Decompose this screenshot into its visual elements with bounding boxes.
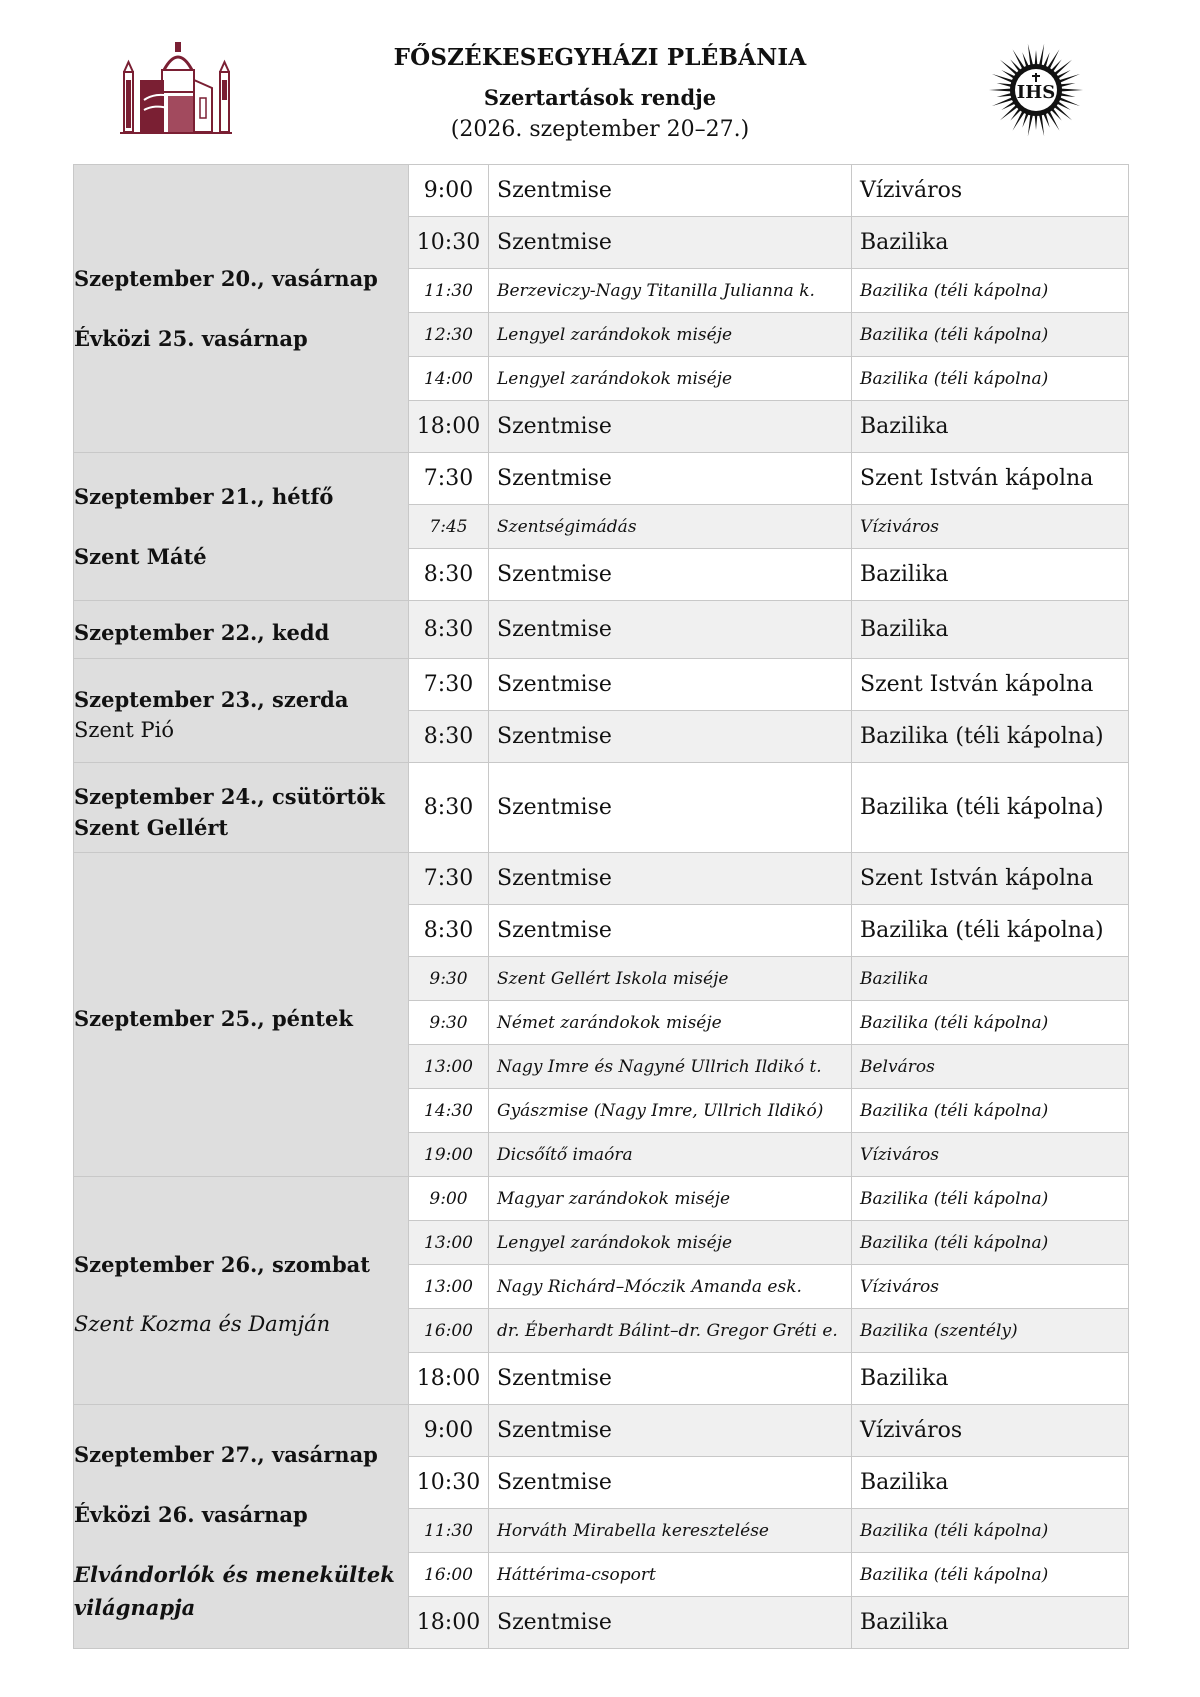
place-cell: Bazilika <box>852 549 1129 601</box>
place-cell: Bazilika (téli kápolna) <box>852 1177 1129 1221</box>
time-cell: 7:30 <box>409 453 489 505</box>
place-cell: Víziváros <box>852 1405 1129 1457</box>
time-cell: 18:00 <box>409 1353 489 1405</box>
event-cell: Horváth Mirabella keresztelése <box>489 1509 852 1553</box>
day-cell <box>74 453 409 601</box>
place-cell: Bazilika (téli kápolna) <box>852 1089 1129 1133</box>
place-cell: Belváros <box>852 1045 1129 1089</box>
event-cell: Szentmise <box>489 853 852 905</box>
time-cell: 8:30 <box>409 711 489 763</box>
page-header <box>0 0 1200 160</box>
ihs-sun-emblem-icon <box>988 42 1084 138</box>
place-cell: Bazilika <box>852 1597 1129 1649</box>
place-cell: Bazilika (téli kápolna) <box>852 357 1129 401</box>
time-cell: 18:00 <box>409 401 489 453</box>
page-title: FŐSZÉKESEGYHÁZI PLÉBÁNIA <box>393 44 807 71</box>
event-cell: Lengyel zarándokok miséje <box>489 1221 852 1265</box>
day-title: Szeptember 26., szombat <box>74 1252 370 1277</box>
event-cell: Szentmise <box>489 1353 852 1405</box>
place-cell: Bazilika (téli kápolna) <box>852 1509 1129 1553</box>
table-row <box>74 659 1129 711</box>
table-row <box>74 1405 1129 1457</box>
table-row <box>74 453 1129 505</box>
time-cell: 13:00 <box>409 1221 489 1265</box>
place-cell: Víziváros <box>852 1265 1129 1309</box>
event-cell: Szentmise <box>489 1597 852 1649</box>
place-cell: Bazilika (téli kápolna) <box>852 1001 1129 1045</box>
time-cell: 13:00 <box>409 1265 489 1309</box>
time-cell: 9:00 <box>409 1405 489 1457</box>
time-cell: 16:00 <box>409 1553 489 1597</box>
event-cell: Szentmise <box>489 401 852 453</box>
event-cell: Magyar zarándokok miséje <box>489 1177 852 1221</box>
event-cell: Szentmise <box>489 1457 852 1509</box>
event-cell: Szent Gellért Iskola miséje <box>489 957 852 1001</box>
table-row <box>74 165 1129 217</box>
time-cell: 16:00 <box>409 1309 489 1353</box>
event-cell: Német zarándokok miséje <box>489 1001 852 1045</box>
time-cell: 7:30 <box>409 853 489 905</box>
place-cell: Bazilika <box>852 601 1129 659</box>
day-title: Szeptember 25., péntek <box>74 1006 353 1031</box>
event-cell: Szentmise <box>489 453 852 505</box>
event-cell: Szentségimádás <box>489 505 852 549</box>
place-cell: Szent István kápolna <box>852 659 1129 711</box>
event-cell: Nagy Richárd–Móczik Amanda esk. <box>489 1265 852 1309</box>
place-cell: Víziváros <box>852 505 1129 549</box>
place-cell: Bazilika <box>852 1457 1129 1509</box>
event-cell: Szentmise <box>489 1405 852 1457</box>
day-title: Szeptember 23., szerda <box>74 686 349 712</box>
place-cell: Bazilika (téli kápolna) <box>852 1553 1129 1597</box>
time-cell: 10:30 <box>409 217 489 269</box>
time-cell: 13:00 <box>409 1045 489 1089</box>
time-cell: 14:30 <box>409 1089 489 1133</box>
table-row <box>74 601 1129 659</box>
event-cell: Szentmise <box>489 905 852 957</box>
day-cell <box>74 165 409 453</box>
time-cell: 14:00 <box>409 357 489 401</box>
event-cell: Szentmise <box>489 165 852 217</box>
event-cell: Szentmise <box>489 217 852 269</box>
time-cell: 7:30 <box>409 659 489 711</box>
time-cell: 7:45 <box>409 505 489 549</box>
schedule-table <box>73 164 1129 1649</box>
place-cell: Bazilika <box>852 217 1129 269</box>
event-cell: Gyászmise (Nagy Imre, Ullrich Ildikó) <box>489 1089 852 1133</box>
time-cell: 9:00 <box>409 165 489 217</box>
place-cell: Bazilika (téli kápolna) <box>852 269 1129 313</box>
day-cell <box>74 1405 409 1649</box>
time-cell: 8:30 <box>409 549 489 601</box>
event-cell: Nagy Imre és Nagyné Ullrich Ildikó t. <box>489 1045 852 1089</box>
day-subtitle: Elvándorlók és menekültek <box>74 1561 395 1587</box>
day-subtitle: Szent Kozma és Damján <box>74 1312 331 1336</box>
table-row <box>74 1177 1129 1221</box>
event-cell: Berzeviczy-Nagy Titanilla Julianna k. <box>489 269 852 313</box>
day-cell <box>74 659 409 763</box>
day-title: Szeptember 27., vasárnap <box>74 1441 378 1467</box>
event-cell: Háttérima-csoport <box>489 1553 852 1597</box>
event-cell: Szentmise <box>489 601 852 659</box>
event-cell: Szentmise <box>489 659 852 711</box>
time-cell: 12:30 <box>409 313 489 357</box>
day-subtitle: Szent Pió <box>74 717 175 742</box>
day-subtitle: Szent Máté <box>74 544 207 569</box>
time-cell: 8:30 <box>409 601 489 659</box>
table-row <box>74 853 1129 905</box>
event-cell: Szentmise <box>489 549 852 601</box>
time-cell: 19:00 <box>409 1133 489 1177</box>
place-cell: Bazilika (téli kápolna) <box>852 711 1129 763</box>
place-cell: Bazilika (téli kápolna) <box>852 313 1129 357</box>
day-subtitle: Évközi 26. vasárnap <box>74 1501 308 1527</box>
date-range: (2026. szeptember 20–27.) <box>450 117 750 142</box>
time-cell: 9:30 <box>409 957 489 1001</box>
time-cell: 10:30 <box>409 1457 489 1509</box>
place-cell: Bazilika (szentély) <box>852 1309 1129 1353</box>
place-cell: Bazilika (téli kápolna) <box>852 905 1129 957</box>
place-cell: Bazilika (téli kápolna) <box>852 763 1129 853</box>
day-cell <box>74 1177 409 1405</box>
time-cell: 9:00 <box>409 1177 489 1221</box>
event-cell: Szentmise <box>489 763 852 853</box>
day-title: Szeptember 24., csütörtök <box>74 783 385 809</box>
time-cell: 11:30 <box>409 269 489 313</box>
time-cell: 8:30 <box>409 763 489 853</box>
event-cell: Lengyel zarándokok miséje <box>489 313 852 357</box>
day-title: Szeptember 22., kedd <box>74 620 330 645</box>
place-cell: Szent István kápolna <box>852 853 1129 905</box>
place-cell: Bazilika <box>852 401 1129 453</box>
place-cell: Bazilika (téli kápolna) <box>852 1221 1129 1265</box>
place-cell: Bazilika <box>852 957 1129 1001</box>
day-cell <box>74 601 409 659</box>
page-subtitle: Szertartások rendje <box>483 85 717 110</box>
day-subtitle: Évközi 25. vasárnap <box>74 326 308 351</box>
event-cell: Szentmise <box>489 711 852 763</box>
time-cell: 8:30 <box>409 905 489 957</box>
table-row <box>74 763 1129 853</box>
day-cell <box>74 763 409 853</box>
svg-text:IHS: IHS <box>1016 82 1056 103</box>
time-cell: 9:30 <box>409 1001 489 1045</box>
day-cell <box>74 853 409 1177</box>
place-cell: Víziváros <box>852 1133 1129 1177</box>
place-cell: Szent István kápolna <box>852 453 1129 505</box>
place-cell: Bazilika <box>852 1353 1129 1405</box>
time-cell: 18:00 <box>409 1597 489 1649</box>
event-cell: Lengyel zarándokok miséje <box>489 357 852 401</box>
event-cell: dr. Éberhardt Bálint–dr. Gregor Gréti e. <box>489 1309 852 1353</box>
event-cell: Dicsőítő imaóra <box>489 1133 852 1177</box>
day-title: Szeptember 21., hétfő <box>74 484 334 509</box>
time-cell: 11:30 <box>409 1509 489 1553</box>
day-subtitle: Szent Gellért <box>74 814 229 840</box>
day-subtitle: világnapja <box>74 1594 196 1620</box>
place-cell: Víziváros <box>852 165 1129 217</box>
day-title: Szeptember 20., vasárnap <box>74 266 378 291</box>
